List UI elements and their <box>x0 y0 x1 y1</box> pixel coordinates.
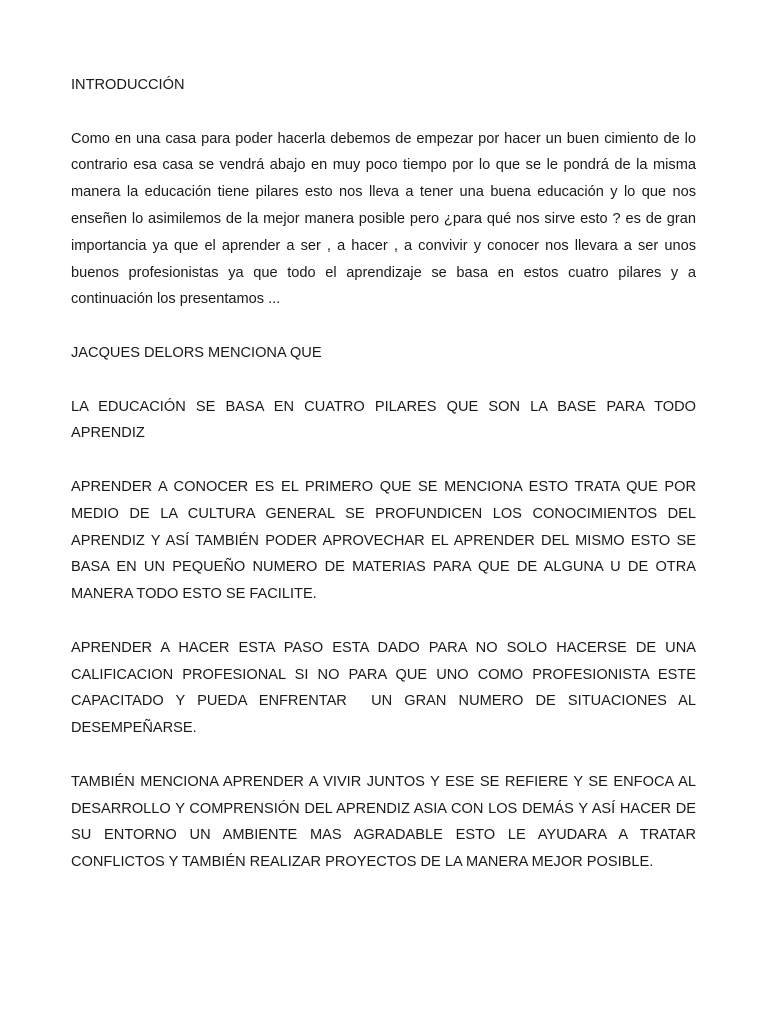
paragraph-spacer <box>71 608 696 635</box>
paragraph-introduction: Como en una casa para poder hacerla debemos de empezar por hacer un buen cimiento de lo contrario esa casa se vendrá abajo en muy poco tiempo por lo que se le pondrá de la misma manera la educación tiene pilares esto nos lleva a tener una buena educación y lo que nos enseñen lo asimilemos de la mejor manera posible pero ¿para qué nos sirve esto ? es de gran importancia ya que el aprender a ser , a hacer , a convivir y conocer nos llevara a ser unos buenos profesionistas ya que todo el aprendizaje se basa en estos cuatro pilares y a continuación los presentamos ... <box>71 130 696 308</box>
paragraph-spacer <box>71 313 696 340</box>
paragraph-delors-heading: JACQUES DELORS MENCIONA QUE <box>71 344 322 361</box>
document-title: INTRODUCCIÓN <box>71 77 185 93</box>
document-page <box>71 72 701 876</box>
paragraph-spacer <box>71 99 696 126</box>
paragraph-spacer <box>71 367 696 394</box>
paragraph-four-pillars: LA EDUCACIÓN SE BASA EN CUATRO PILARES QUE SON LA BASE PARA TODO APRENDIZ <box>71 398 696 442</box>
paragraph-aprender-hacer: APRENDER A HACER ESTA PASO ESTA DADO PARA NO SOLO HACERSE DE UNA CALIFICACION PROFESIONAL SI NO PARA QUE UNO COMO PROFESIONISTA ESTE CAPACITADO Y PUEDA ENFRENTAR UN GRAN NUMERO DE SITUACIONES AL DESEMPEÑARSE. <box>71 639 701 737</box>
paragraph-vivir-juntos: TAMBIÉN MENCIONA APRENDER A VIVIR JUNTOS Y ESE SE REFIERE Y SE ENFOCA AL DESARROLLO Y COMPRENSIÓN DEL APRENDIZ ASIA CON LOS DEMÁS Y ASÍ HACER DE SU ENTORNO UN AMBIENTE MAS AGRADABLE ESTO LE AYUDARA A TRATAR CONFLICTOS Y TAMBIÉN REALIZAR PROYECTOS DE LA MANERA MEJOR POSIBLE. <box>71 773 696 871</box>
paragraph-aprender-conocer: APRENDER A CONOCER ES EL PRIMERO QUE SE MENCIONA ESTO TRATA QUE POR MEDIO DE LA CULTURA GENERAL SE PROFUNDICEN LOS CONOCIMIENTOS DEL APRENDIZ Y ASÍ TAMBIÉN PODER APROVECHAR EL APRENDER DEL MISMO ESTO SE BASA EN UN PEQUEÑO NUMERO DE MATERIAS PARA QUE DE ALGUNA U DE OTRA MANERA TODO ESTO SE FACILITE. <box>71 478 696 603</box>
paragraph-spacer <box>71 447 696 474</box>
paragraph-spacer <box>71 742 696 769</box>
